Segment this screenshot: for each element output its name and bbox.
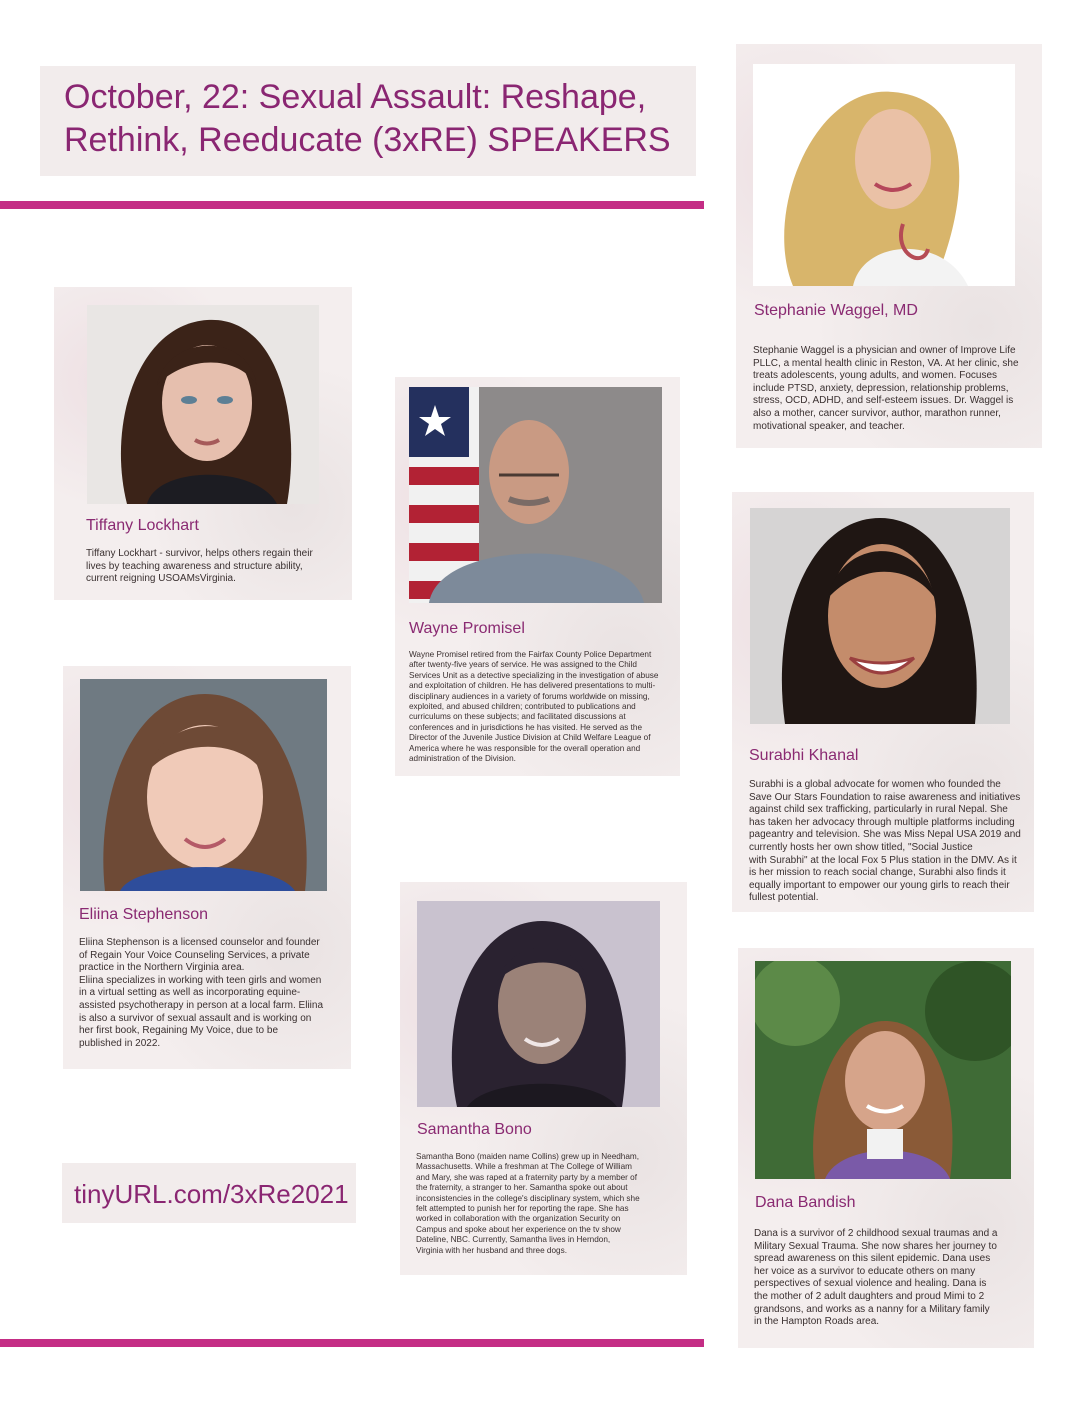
speaker-bio: Samantha Bono (maiden name Collins) grew up in Needham, Massachusetts. While a freshman at The College of William and Mary, she was raped at a fraternity party by a member of the fraternity, a stranger to her. Samantha spoke out about inconsistencies in the college's disciplinary system, which she felt attempted to punish her for reporting the rape. She has worked in collaboration with the organization Security on Campus and spoke about her experience on the tv show Dateline, NBC. Currently, Samantha lives in Herndon, Virginia with her husband and three dogs.: [416, 1152, 640, 1255]
speaker-card-dana: [738, 948, 1034, 1348]
speaker-name: Dana Bandish: [755, 1194, 856, 1211]
top-divider: [0, 201, 704, 209]
speaker-bio: Surabhi is a global advocate for women who founded the Save Our Stars Foundation to raise awareness and initiatives against child sex trafficking, particularly in rural Nepal. She has taken her advocacy through multiple platforms including pageantry and television. She was Miss Nepal USA 2019 and currently hosts her own show titled, "Social Justice with Surabhi" at the local Fox 5 Plus station in the DMV. As it is her mission to reach social change, Surabhi also finds it equally important to empower our young girls to reach their fullest potential.: [749, 779, 1021, 904]
event-link[interactable]: tinyURL.com/3xRe2021: [74, 1179, 349, 1209]
speaker-card-stephanie: [736, 44, 1042, 448]
dana-photo: [755, 961, 1011, 1179]
bottom-divider: [0, 1339, 704, 1347]
speaker-name: Samantha Bono: [417, 1121, 532, 1138]
speaker-bio: Wayne Promisel retired from the Fairfax County Police Department after twenty-five years of service. He was assigned to the Child Services Unit as a detective specializing in the investigation of abuse and exploitation of children. He has delivered presentations to multi- disciplinary audiences in a variety of forums worldwide on missing, exploited, and abused children; contributed to publications and curriculums on these subjects; and facilitated discussions at conferences and in jurisdictions he has visited. He served as the Director of the Juvenile Justice Division at Child Welfare League of America where he was responsible for the overall operation and administration of the Division.: [409, 650, 659, 764]
eliina-photo: [80, 679, 327, 891]
speaker-name: Surabhi Khanal: [749, 747, 859, 764]
speaker-card-eliina: [63, 666, 351, 1069]
speaker-card-samantha: [400, 882, 687, 1275]
speaker-card-wayne: [395, 377, 680, 776]
page-title: October, 22: Sexual Assault: Reshape, Rethink, Reeducate (3xRE) SPEAKERS: [64, 78, 671, 159]
speaker-card-surabhi: [732, 492, 1034, 912]
speaker-name: Wayne Promisel: [409, 620, 525, 637]
samantha-photo: [417, 901, 660, 1107]
speaker-card-tiffany: [54, 287, 352, 600]
speaker-bio: Dana is a survivor of 2 childhood sexual traumas and a Military Sexual Trauma. She now shares her journey to spread awareness on this silent epidemic. Dana uses her voice as a survivor to educate others on many perspectives of sexual violence and healing. Dana is the mother of 2 adult daughters and proud Mimi to 2 grandsons, and works as a nanny for a Military family in the Hampton Roads area.: [754, 1228, 998, 1328]
tiffany-photo: [87, 305, 319, 504]
stephanie-photo: [753, 64, 1015, 286]
speaker-bio: Eliina Stephenson is a licensed counselor and founder of Regain Your Voice Counseling Services, a private practice in the Northern Virginia area. Eliina specializes in working with teen girls and women in a virtual setting as well as incorporating equine- assisted psychotherapy in person at a local farm. Eliina is also a survivor of sexual assault and is working on her first book, Regaining My Voice, due to be published in 2022.: [79, 937, 324, 1049]
url-box: [62, 1163, 356, 1223]
speaker-name: Stephanie Waggel, MD: [754, 302, 918, 319]
speaker-bio: Stephanie Waggel is a physician and owner of Improve Life PLLC, a mental health clinic in Reston, VA. At her clinic, she treats adolescents, young adults, and women. Focuses include PTSD, anxiety, depression, relationship problems, stress, OCD, ADHD, and self-esteem issues. Dr. Waggel is also a mother, cancer survivor, author, marathon runner, motivational speaker, and teacher.: [753, 345, 1019, 432]
title-box: [40, 66, 696, 176]
speaker-bio: Tiffany Lockhart - survivor, helps others regain their lives by teaching awareness and structure ability, current reigning USOAMsVirginia.: [86, 548, 313, 585]
surabhi-photo: [750, 508, 1010, 724]
wayne-photo: [409, 387, 662, 603]
speaker-name: Tiffany Lockhart: [86, 517, 199, 534]
speaker-name: Eliina Stephenson: [79, 906, 208, 923]
